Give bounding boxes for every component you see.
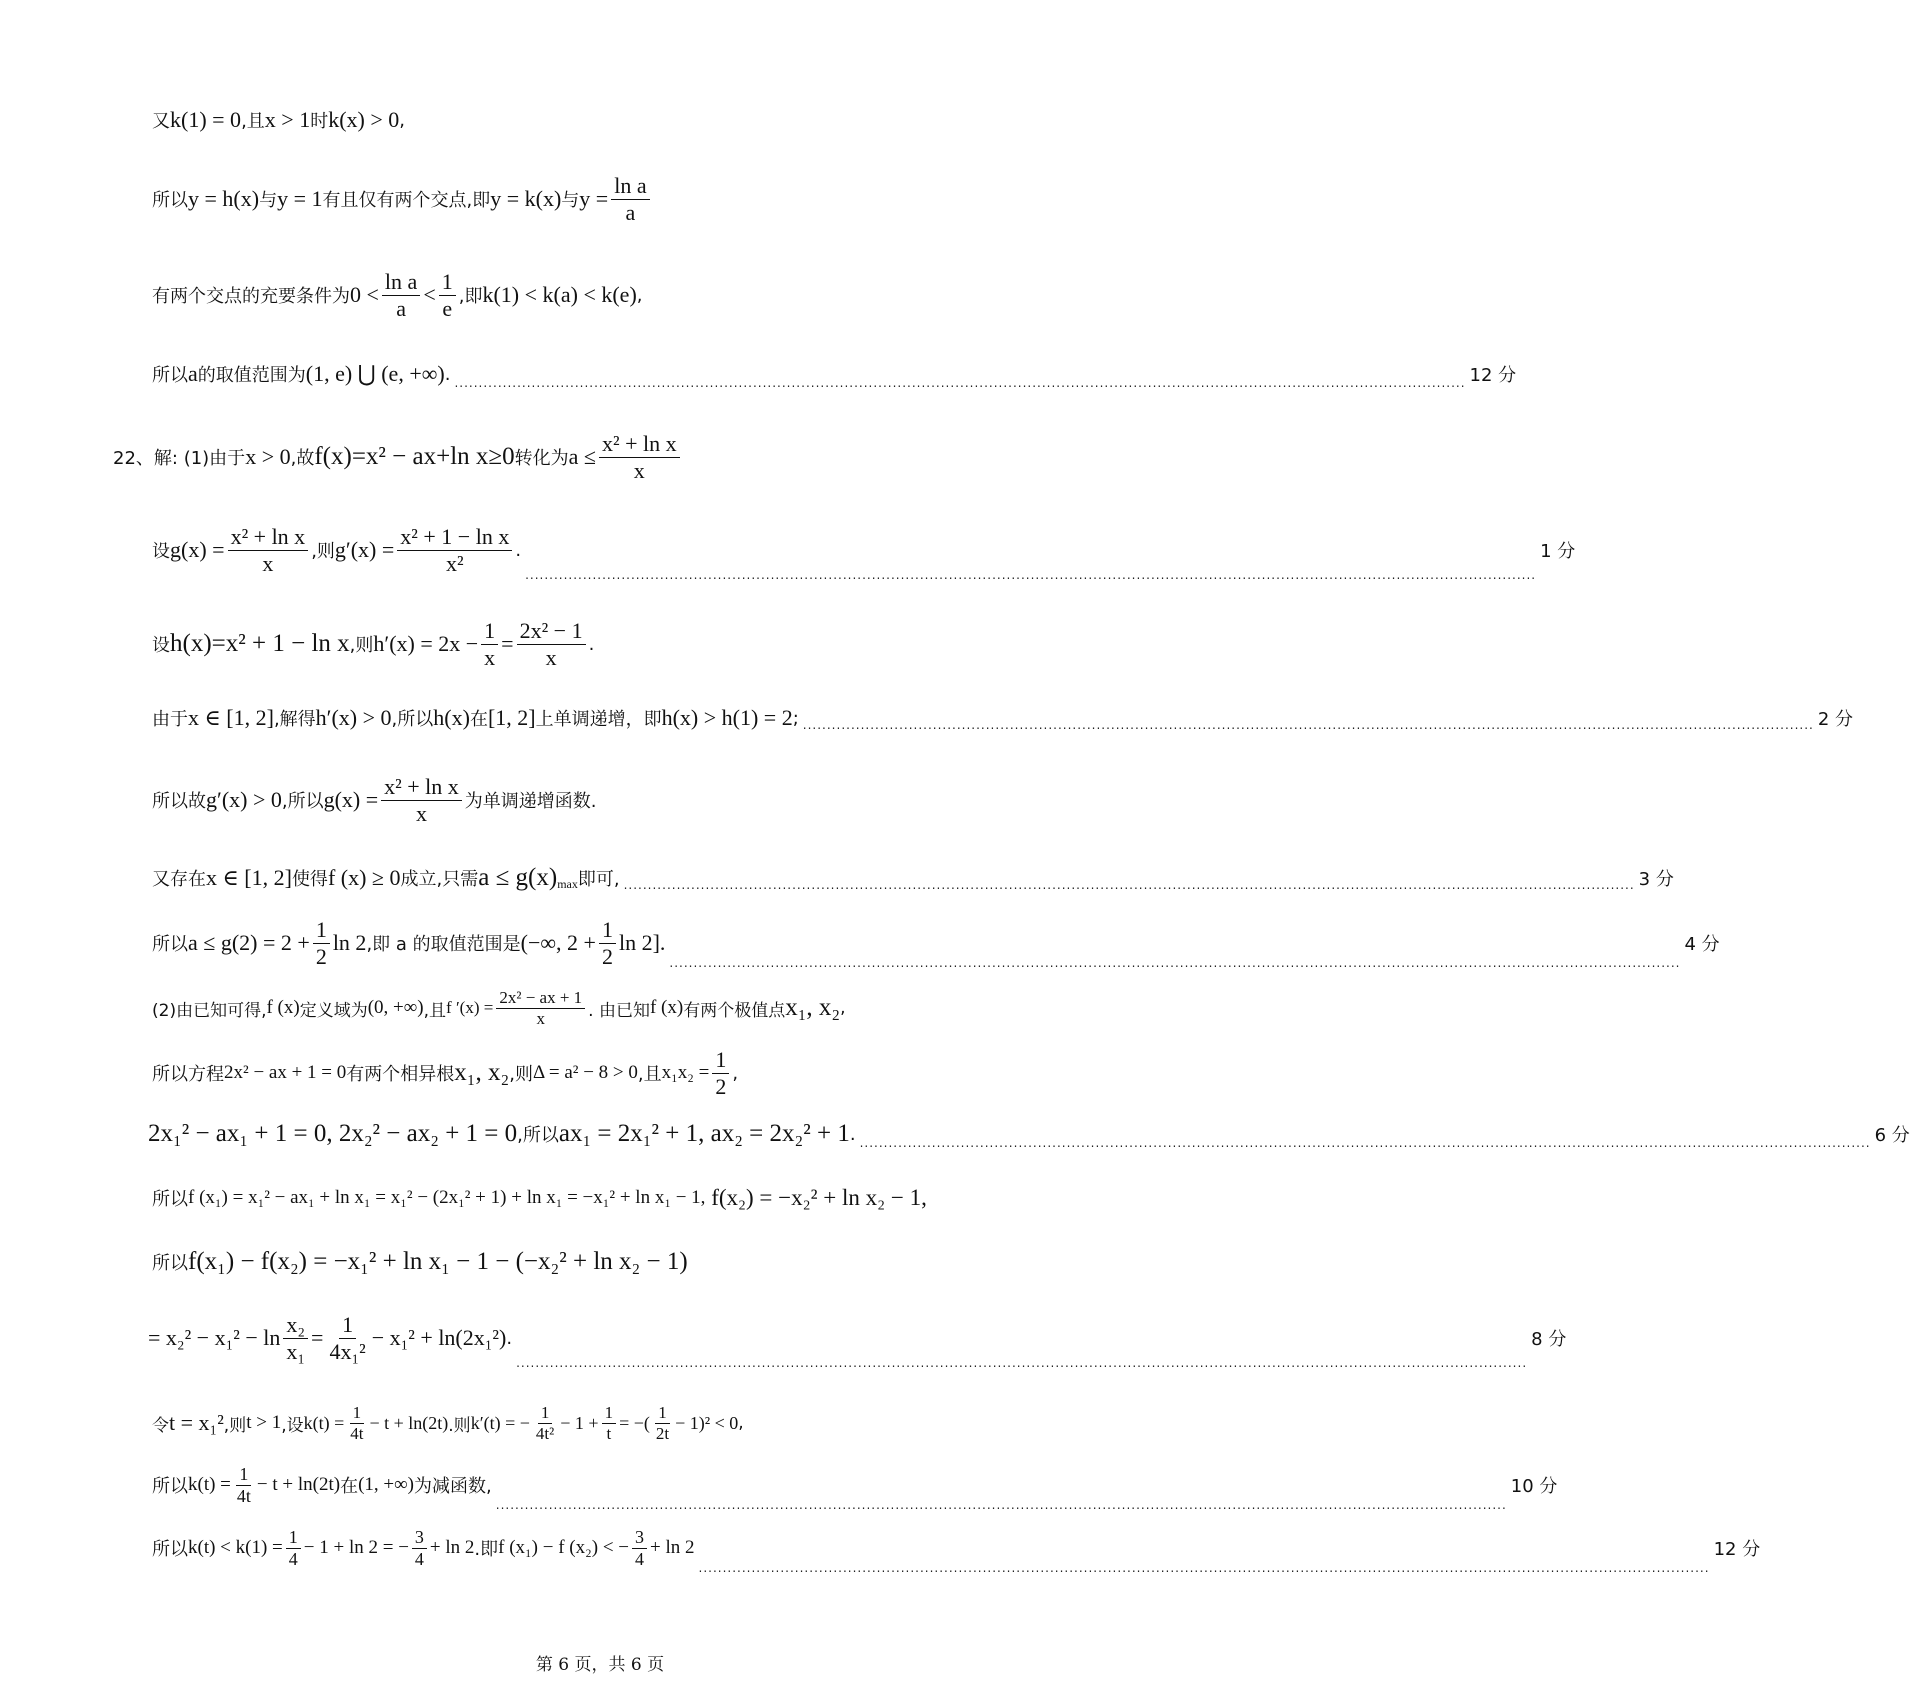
leader-dots: .................................................................................................................................................................................................................. xyxy=(454,376,1466,390)
numerator: x² + ln x xyxy=(228,524,309,550)
math: y = 1 xyxy=(277,186,323,211)
math: f (x) xyxy=(649,997,684,1018)
text-line-7 xyxy=(152,606,594,682)
denominator: 4 xyxy=(414,1548,424,1569)
denominator: 4t² xyxy=(535,1423,555,1443)
math: f(x₁) − f(x₂) = −x₁² + ln x₁ − 1 − (−x₂² + ln x₂ − 1) xyxy=(188,1248,688,1275)
numerator: x² + ln x xyxy=(599,431,680,457)
text-line-13 xyxy=(152,1040,738,1106)
score-label: 8 分 xyxy=(1531,1329,1567,1350)
math: ln 2 xyxy=(332,930,367,955)
text: 有两个交点的充要条件为 xyxy=(152,286,350,307)
fraction xyxy=(228,524,309,576)
text-line-10 xyxy=(152,858,1674,898)
math: k(t) = xyxy=(303,1412,345,1433)
text: .即 xyxy=(474,1539,499,1560)
denominator: x xyxy=(262,550,274,576)
text: 所以 xyxy=(152,1253,188,1274)
text-line-15 xyxy=(152,1176,927,1220)
math: < xyxy=(423,282,436,307)
text: 即可, xyxy=(577,869,620,890)
numerator: ln a xyxy=(611,173,649,199)
math: y = xyxy=(579,186,609,211)
math: y = k(x) xyxy=(490,186,562,211)
leader-dots: .................................................................................................................................................................................................................. xyxy=(495,1498,1507,1512)
text: 设 xyxy=(152,635,170,656)
text-line-6 xyxy=(152,512,1576,588)
numerator: 1 xyxy=(313,917,330,943)
text-line-2 xyxy=(152,164,653,234)
denominator: 4x₁² xyxy=(329,1338,366,1364)
numerator: 1 xyxy=(602,1403,617,1424)
math: f (x₁) = x₁² − ax₁ + ln x₁ = x₁² − (2x₁² + 1) + ln x₁ = −x₁² + ln x₁ − 1, xyxy=(188,1187,706,1208)
math: 0 < xyxy=(350,282,379,307)
math: h(x)=x² + 1 − ln x xyxy=(170,630,350,657)
denominator: t xyxy=(606,1423,612,1443)
math: x ∈ [1, 2] xyxy=(188,705,274,730)
text-line-9 xyxy=(152,762,597,838)
math: x₁, x₂ xyxy=(454,1059,510,1086)
text: . xyxy=(444,363,451,385)
text: 有且仅有两个交点,即 xyxy=(322,190,491,211)
numerator: 1 xyxy=(286,1527,301,1549)
text: . 由已知 xyxy=(588,1000,650,1021)
numerator: x₂ xyxy=(283,1312,308,1338)
score-label: 12 分 xyxy=(1713,1539,1761,1560)
text: , xyxy=(636,284,643,306)
math: x₁, x₂ xyxy=(785,994,841,1021)
text: 时 xyxy=(310,111,329,132)
text: 所以 xyxy=(152,934,188,955)
math: x ∈ [1, 2] xyxy=(206,865,292,890)
text: 所以 xyxy=(152,190,188,211)
math: Δ = a² − 8 > 0 xyxy=(532,1062,638,1083)
math: ax₁ = 2x₁² + 1, ax₂ = 2x₂² + 1 xyxy=(558,1120,850,1147)
text: ,则 xyxy=(349,635,374,656)
math: a ≤ g(x) xyxy=(478,864,558,891)
denominator: x xyxy=(415,800,427,826)
denominator: 4t xyxy=(236,1485,251,1506)
text-line-16 xyxy=(152,1238,688,1286)
text-line-18 xyxy=(152,1390,744,1456)
subscript: max xyxy=(557,877,578,891)
text: 在 xyxy=(340,1476,359,1497)
math: − t + ln(2t) xyxy=(369,1412,449,1433)
score-label: 6 分 xyxy=(1874,1125,1910,1146)
text: , xyxy=(732,1062,739,1084)
math: f ′(x) = xyxy=(446,998,494,1017)
text: 转化为 xyxy=(514,448,569,469)
text: , xyxy=(738,1413,744,1433)
math: (−∞, 2 + xyxy=(520,930,596,955)
text-line-20 xyxy=(152,1515,1761,1581)
score-label: 3 分 xyxy=(1638,869,1674,890)
math: y = h(x) xyxy=(188,186,260,211)
text-line-14 xyxy=(148,1112,1910,1156)
text: . xyxy=(588,633,595,655)
leader-dots: .................................................................................................................................................................................................................. xyxy=(859,1136,1871,1150)
fraction xyxy=(412,1527,427,1569)
text: ; xyxy=(792,707,799,729)
numerator: 3 xyxy=(632,1527,647,1549)
denominator: e xyxy=(442,295,453,321)
math: g′(x) > 0 xyxy=(206,787,282,812)
text: ,且 xyxy=(637,1064,662,1085)
numerator: x² + ln x xyxy=(381,774,462,800)
denominator: a xyxy=(396,295,406,321)
text-line-8 xyxy=(152,698,1854,738)
numerator: 3 xyxy=(412,1527,427,1549)
fraction xyxy=(313,917,330,969)
fraction xyxy=(481,618,498,670)
leader-dots: .................................................................................................................................................................................................................. xyxy=(623,878,1635,892)
math: k(1) < k(a) < k(e) xyxy=(482,282,637,307)
math: f (x) ≥ 0 xyxy=(327,865,401,890)
numerator: 1 xyxy=(236,1464,251,1486)
fraction xyxy=(712,1047,729,1099)
text: 所以故 xyxy=(152,791,206,812)
denominator: 4 xyxy=(635,1548,645,1569)
text: ,故 xyxy=(290,448,315,469)
text: ,则 xyxy=(223,1415,247,1436)
text: , xyxy=(840,998,846,1018)
text: 令 xyxy=(152,1415,169,1436)
math: h′(x) > 0 xyxy=(315,705,392,730)
denominator: x xyxy=(633,457,645,483)
text-line-11 xyxy=(152,910,1720,976)
math: − 1 + ln 2 = − xyxy=(303,1537,409,1558)
page-footer: 第 6 页，共 6 页 xyxy=(535,1655,665,1675)
leader-dots: .................................................................................................................................................................................................................. xyxy=(802,718,1814,732)
leader-dots: .................................................................................................................................................................................................................. xyxy=(698,1561,1710,1575)
numerator: 1 xyxy=(439,269,456,295)
denominator: a xyxy=(625,199,636,225)
math: x₁x₂ = xyxy=(661,1062,710,1083)
denominator: x₁ xyxy=(286,1338,306,1364)
text: 与 xyxy=(259,190,278,211)
numerator: 1 xyxy=(599,917,616,943)
math: k(t) < k(1) = xyxy=(188,1537,283,1558)
math: f(x₂) = −x₂² + ln x₂ − 1, xyxy=(705,1185,927,1210)
denominator: x xyxy=(484,644,496,670)
text: 的取值范围为 xyxy=(197,365,306,386)
math: a xyxy=(188,361,198,386)
math: k(1) = 0 xyxy=(170,107,242,132)
numerator: 1 xyxy=(350,1403,365,1424)
text: 成立,只需 xyxy=(400,869,479,890)
text-line-12 xyxy=(152,980,846,1036)
math: x > 0 xyxy=(245,444,291,469)
text: 所以方程 xyxy=(152,1064,224,1085)
math: − 1 + xyxy=(560,1412,599,1433)
math: a ≤ xyxy=(568,444,596,469)
text: ,设 xyxy=(281,1415,304,1436)
denominator: x xyxy=(536,1008,545,1028)
text: 使得 xyxy=(291,869,328,890)
math: 2x² − ax + 1 = 0 xyxy=(224,1062,347,1083)
denominator: 2t xyxy=(655,1423,670,1443)
text: ,且 xyxy=(423,1000,447,1021)
score-label: 12 分 xyxy=(1469,365,1517,386)
math: f (x) xyxy=(266,997,300,1018)
math: = −( xyxy=(619,1412,650,1433)
math: (1, e) ⋃ (e, +∞) xyxy=(305,361,445,386)
text-line-3 xyxy=(152,260,643,330)
text-line-1 xyxy=(152,100,405,140)
text: . xyxy=(515,539,522,561)
math: = xyxy=(501,631,514,656)
math: (1, +∞) xyxy=(358,1474,415,1495)
fraction xyxy=(517,618,586,670)
leader-dots: .................................................................................................................................................................................................................. xyxy=(525,568,1537,582)
fraction xyxy=(439,269,456,321)
leader-dots: .................................................................................................................................................................................................................. xyxy=(516,1356,1528,1370)
text: ,解得 xyxy=(273,709,316,730)
text: 所以 xyxy=(152,1189,188,1210)
text: 为减函数, xyxy=(414,1476,492,1497)
text: 由于 xyxy=(152,709,188,730)
math: g(x) = xyxy=(170,537,225,562)
math: + ln 2 xyxy=(650,1537,695,1558)
math: (0, +∞) xyxy=(367,997,424,1018)
numerator: 2x² − ax + 1 xyxy=(496,988,585,1009)
text: 定义域为 xyxy=(299,1000,368,1021)
text: ,所以 xyxy=(281,791,324,812)
math: h(x) xyxy=(433,705,470,730)
denominator: 4 xyxy=(288,1548,298,1569)
fraction xyxy=(381,774,462,826)
text: 又 xyxy=(152,111,170,132)
fraction xyxy=(382,269,420,321)
math: h(x) > h(1) = 2 xyxy=(661,705,793,730)
numerator: 2x² − 1 xyxy=(517,618,586,644)
text: 有两个极值点 xyxy=(683,1000,786,1021)
score-label: 10 分 xyxy=(1510,1476,1558,1497)
math: [1, 2] xyxy=(487,705,536,730)
text: ,则 xyxy=(311,541,335,562)
text-line-4 xyxy=(152,352,1517,396)
math: t > 1 xyxy=(246,1412,282,1433)
math: − 1)² < 0 xyxy=(675,1412,739,1433)
denominator: 4t xyxy=(350,1423,364,1443)
fraction xyxy=(347,1403,366,1443)
math: x > 1 xyxy=(264,107,311,132)
text: 22、解: (1)由于 xyxy=(113,448,246,469)
numerator: ln a xyxy=(382,269,420,295)
numerator: 1 xyxy=(655,1403,670,1424)
text: 有两个相异根 xyxy=(346,1064,455,1085)
math: t = x₁² xyxy=(169,1410,224,1435)
text: ,且 xyxy=(241,111,265,132)
text: 所以 xyxy=(152,365,188,386)
math: k′(t) = − xyxy=(470,1412,530,1433)
text: ,即 a 的取值范围是 xyxy=(366,934,521,955)
numerator: 1 xyxy=(538,1403,553,1424)
text: . xyxy=(506,1327,513,1349)
fraction xyxy=(496,988,585,1028)
math: − x₁² + ln(2x₁²) xyxy=(371,1325,507,1350)
text: 所以 xyxy=(152,1539,188,1560)
score-label: 4 分 xyxy=(1684,934,1720,955)
text: , xyxy=(399,109,406,131)
text: (2)由已知可得, xyxy=(152,1000,267,1021)
denominator: 2 xyxy=(601,943,613,969)
fraction xyxy=(234,1464,254,1506)
text: 又存在 xyxy=(152,869,206,890)
fraction xyxy=(397,524,512,576)
text: ,即 xyxy=(458,286,483,307)
denominator: x² xyxy=(446,550,464,576)
math: f(x)=x² − ax+ln x≥0 xyxy=(314,443,515,470)
score-label: 2 分 xyxy=(1817,709,1854,730)
fraction xyxy=(602,1403,617,1443)
text: 上单调递增，即 xyxy=(535,709,662,730)
text: 在 xyxy=(469,709,488,730)
math: g′(x) = xyxy=(334,537,395,562)
text: 为单调递增函数. xyxy=(464,791,597,812)
math: = x₂² − x₁² − ln xyxy=(148,1325,281,1350)
text-line-5 xyxy=(113,418,683,496)
fraction xyxy=(283,1312,308,1364)
math: ln 2]. xyxy=(618,930,666,955)
fraction xyxy=(326,1312,368,1364)
text-line-17 xyxy=(148,1300,1567,1376)
math: g(x) = xyxy=(323,787,379,812)
math: 2x₁² − ax₁ + 1 = 0, 2x₂² − ax₂ + 1 = 0 xyxy=(148,1120,518,1147)
math: − t + ln(2t) xyxy=(256,1474,341,1495)
numerator: 1 xyxy=(339,1312,356,1338)
denominator: 2 xyxy=(315,943,327,969)
math: k(t) = xyxy=(188,1474,231,1495)
fraction xyxy=(611,173,649,225)
text: . xyxy=(849,1123,856,1145)
text-line-19 xyxy=(152,1452,1558,1518)
math: f (x₁) − f (x₂) < − xyxy=(498,1537,630,1558)
text: ,所以 xyxy=(391,709,434,730)
fraction xyxy=(286,1527,301,1569)
math: a ≤ g(2) = 2 + xyxy=(188,930,310,955)
math: + ln 2 xyxy=(429,1537,475,1558)
fraction xyxy=(653,1403,672,1443)
text: 所以 xyxy=(152,1476,188,1497)
math: = xyxy=(311,1325,324,1350)
text: 设 xyxy=(152,541,170,562)
text: ,所以 xyxy=(517,1125,559,1146)
denominator: x xyxy=(545,644,557,670)
math: k(x) > 0 xyxy=(328,107,400,132)
numerator: 1 xyxy=(712,1047,729,1073)
text: 与 xyxy=(561,190,580,211)
text: ,则 xyxy=(509,1064,533,1085)
fraction xyxy=(599,431,680,483)
leader-dots: .................................................................................................................................................................................................................. xyxy=(669,956,1681,970)
fraction xyxy=(632,1527,647,1569)
fraction xyxy=(533,1403,557,1443)
fraction xyxy=(599,917,616,969)
math: h′(x) = 2x − xyxy=(373,631,479,656)
numerator: x² + 1 − ln x xyxy=(397,524,512,550)
denominator: 2 xyxy=(715,1073,727,1099)
score-label: 1 分 xyxy=(1540,541,1576,562)
text: .则 xyxy=(448,1415,471,1436)
numerator: 1 xyxy=(481,618,498,644)
